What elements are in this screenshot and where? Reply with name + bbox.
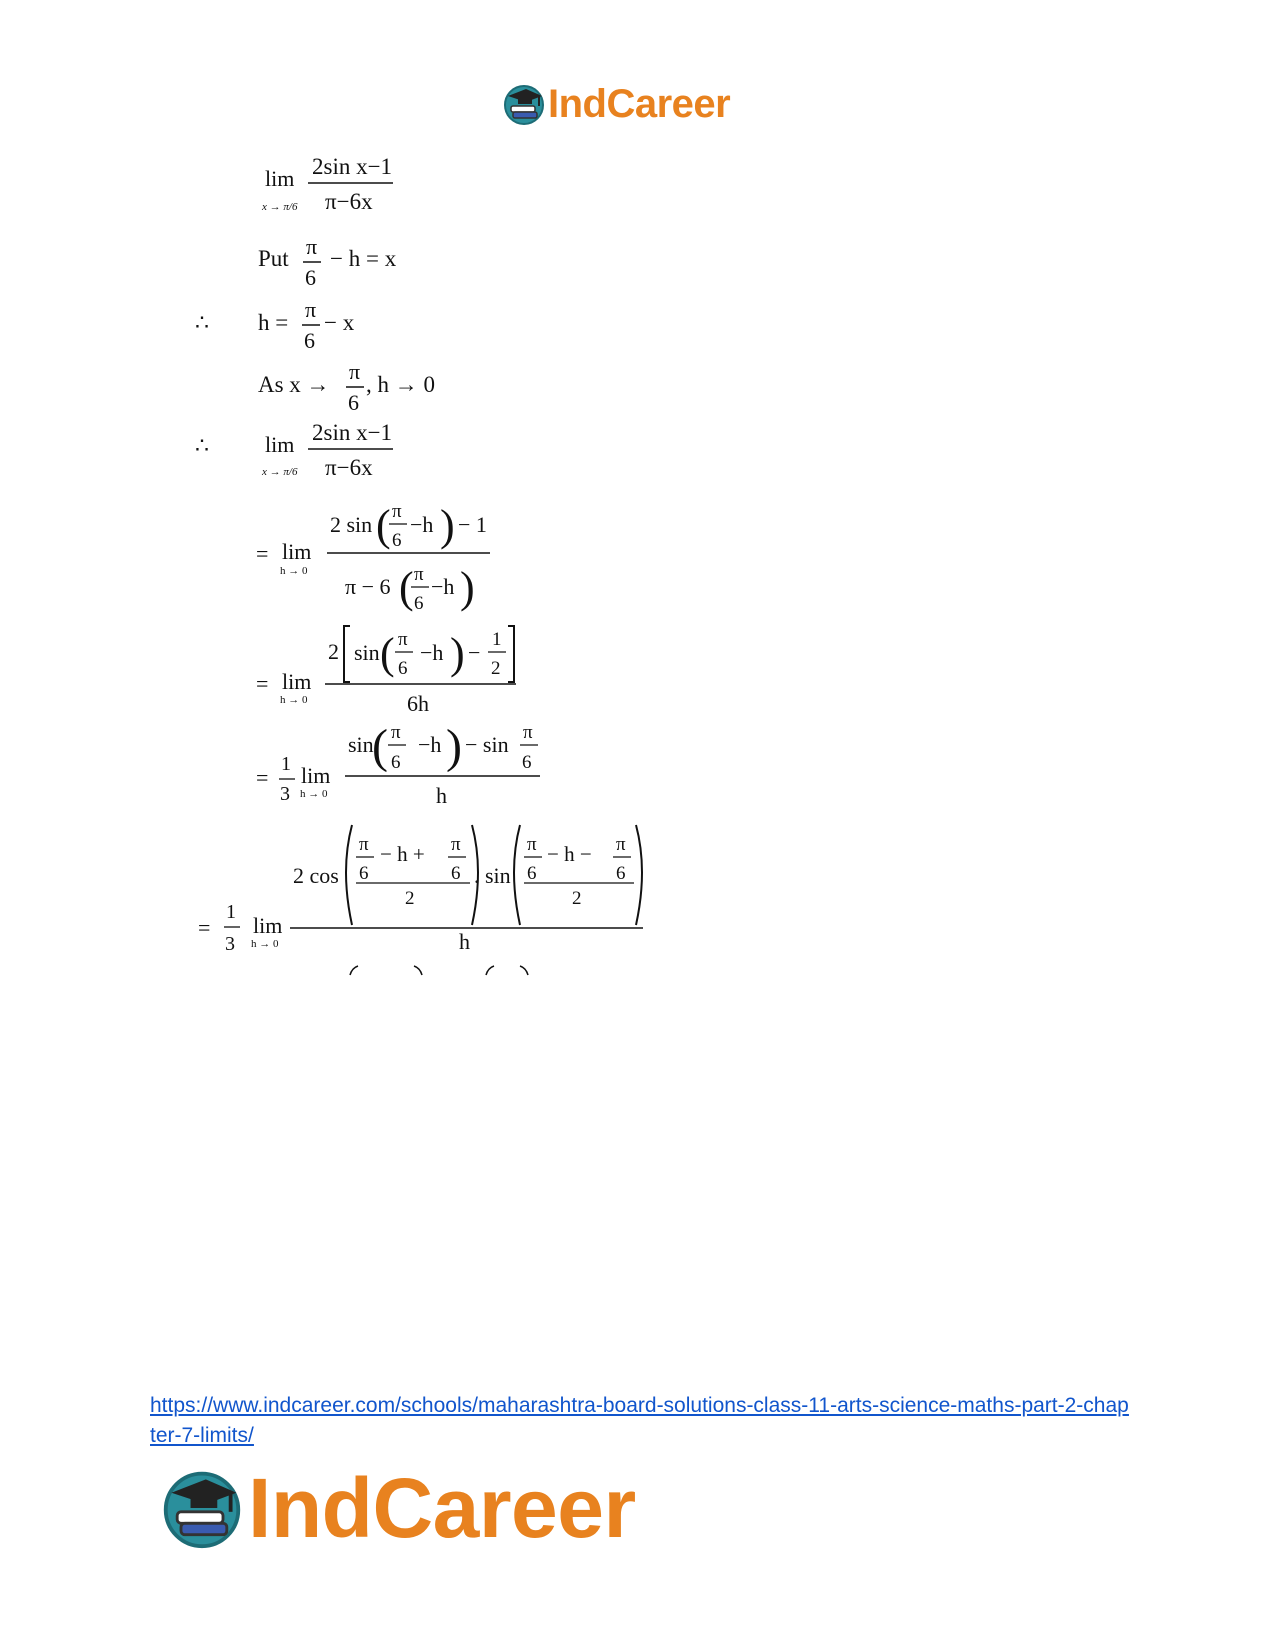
svg-text:∴: ∴ — [195, 310, 209, 335]
limit-step-4 — [198, 825, 643, 955]
svg-text:− h +: − h + — [380, 842, 425, 866]
footer-logo — [160, 1460, 636, 1555]
svg-text:sin: sin — [348, 732, 374, 757]
svg-text:− 1: − 1 — [458, 512, 487, 537]
svg-text:1: 1 — [492, 629, 502, 650]
limit-condition-line — [258, 359, 435, 415]
svg-text:−h: −h — [431, 574, 455, 599]
svg-text:h =: h = — [258, 310, 289, 335]
svg-text:6: 6 — [398, 658, 408, 679]
svg-text:6: 6 — [414, 593, 424, 614]
svg-text:6: 6 — [616, 863, 626, 884]
svg-text:π: π — [451, 834, 461, 855]
svg-text:π: π — [392, 501, 402, 522]
svg-text:x → π/6: x → π/6 — [262, 466, 298, 478]
svg-text:lim: lim — [265, 432, 295, 457]
svg-text:Put: Put — [258, 246, 289, 271]
substitution-line — [258, 234, 397, 290]
svg-text:): ) — [446, 720, 462, 773]
svg-text:lim: lim — [282, 669, 312, 694]
svg-text:): ) — [440, 501, 455, 550]
svg-text:6: 6 — [451, 863, 461, 884]
svg-text:2sin x−1: 2sin x−1 — [312, 154, 393, 179]
svg-text:6: 6 — [522, 752, 532, 773]
svg-text:2: 2 — [328, 639, 339, 664]
svg-text:π − 6: π − 6 — [345, 574, 391, 599]
svg-text:6: 6 — [348, 390, 359, 415]
svg-text:π: π — [414, 564, 424, 585]
svg-text:h: h — [459, 929, 470, 954]
svg-text:π: π — [391, 722, 401, 743]
svg-text:6h: 6h — [407, 691, 429, 716]
svg-text:−h: −h — [420, 640, 444, 665]
graduation-cap-books-globe-icon — [160, 1466, 244, 1550]
svg-text:−h: −h — [410, 512, 434, 537]
svg-text:h: h — [436, 783, 447, 808]
cropped-next-line — [350, 966, 528, 975]
svg-text:− x: − x — [324, 310, 355, 335]
brand-name: IndCareer — [248, 1460, 636, 1555]
limit-expression-1 — [261, 154, 393, 214]
svg-text:(: ( — [380, 629, 395, 678]
svg-text:h → 0: h → 0 — [251, 938, 279, 950]
svg-text:6: 6 — [391, 752, 401, 773]
svg-text:3: 3 — [225, 933, 235, 955]
svg-text:6: 6 — [527, 863, 537, 884]
svg-text:=: = — [256, 541, 269, 566]
svg-text:2: 2 — [572, 888, 582, 909]
svg-text:3: 3 — [280, 783, 290, 805]
svg-text:. sin: . sin — [474, 863, 511, 888]
svg-text:π: π — [616, 834, 626, 855]
h-definition-line — [195, 297, 355, 353]
svg-text:π: π — [306, 234, 318, 259]
svg-text:): ) — [450, 629, 465, 678]
brand-name: IndCareer — [548, 81, 731, 126]
svg-text:∴: ∴ — [195, 433, 209, 458]
svg-text:π: π — [349, 359, 361, 384]
svg-text:2: 2 — [405, 888, 415, 909]
svg-text:(: ( — [399, 563, 414, 612]
limit-expression-2 — [195, 420, 393, 480]
svg-text:lim: lim — [301, 763, 331, 788]
svg-text:=: = — [198, 915, 211, 940]
svg-text:h → 0: h → 0 — [280, 694, 308, 706]
svg-text:6: 6 — [359, 863, 369, 884]
svg-text:lim: lim — [253, 913, 283, 938]
svg-text:=: = — [256, 671, 269, 696]
svg-text:1: 1 — [281, 753, 291, 775]
svg-text:1: 1 — [226, 901, 236, 923]
svg-text:h → 0: h → 0 — [300, 788, 328, 800]
svg-text:lim: lim — [282, 539, 312, 564]
limit-step-3 — [256, 720, 540, 808]
svg-text:−h: −h — [418, 732, 442, 757]
svg-text:π−6x: π−6x — [325, 189, 373, 214]
source-url-link[interactable] — [150, 1391, 1130, 1451]
svg-text:h → 0: h → 0 — [280, 565, 308, 577]
svg-text:(: ( — [376, 501, 391, 550]
limit-step-2 — [256, 626, 516, 716]
limit-step-1 — [256, 501, 490, 614]
svg-text:π: π — [398, 629, 408, 650]
svg-text:6: 6 — [392, 530, 402, 551]
svg-text:2: 2 — [491, 658, 501, 679]
svg-text:lim: lim — [265, 166, 295, 191]
svg-text:π: π — [359, 834, 369, 855]
svg-text:, h → 0: , h → 0 — [366, 372, 435, 397]
svg-text:2 cos: 2 cos — [293, 863, 339, 888]
svg-text:π−6x: π−6x — [325, 455, 373, 480]
source-url-text[interactable]: https://www.indcareer.com/schools/maharashtra-board-solutions-class-11-arts-science-maths-part-2-chapter-7-limits/ — [150, 1394, 1129, 1447]
svg-text:− sin: − sin — [465, 732, 509, 757]
svg-text:=: = — [256, 765, 269, 790]
svg-text:2sin x−1: 2sin x−1 — [312, 420, 393, 445]
svg-text:π: π — [305, 297, 317, 322]
svg-text:(: ( — [372, 720, 388, 773]
svg-text:6: 6 — [304, 328, 315, 353]
svg-text:− h = x: − h = x — [330, 246, 397, 271]
svg-text:− h −: − h − — [547, 842, 592, 866]
svg-text:π: π — [523, 722, 533, 743]
svg-text:x → π/6: x → π/6 — [262, 201, 298, 213]
svg-text:π: π — [527, 834, 537, 855]
svg-text:As x →: As x → — [258, 372, 330, 397]
svg-text:−: − — [468, 640, 481, 665]
svg-text:6: 6 — [305, 265, 316, 290]
svg-text:sin: sin — [354, 640, 380, 665]
svg-text:2 sin: 2 sin — [330, 512, 373, 537]
svg-text:): ) — [460, 563, 475, 612]
